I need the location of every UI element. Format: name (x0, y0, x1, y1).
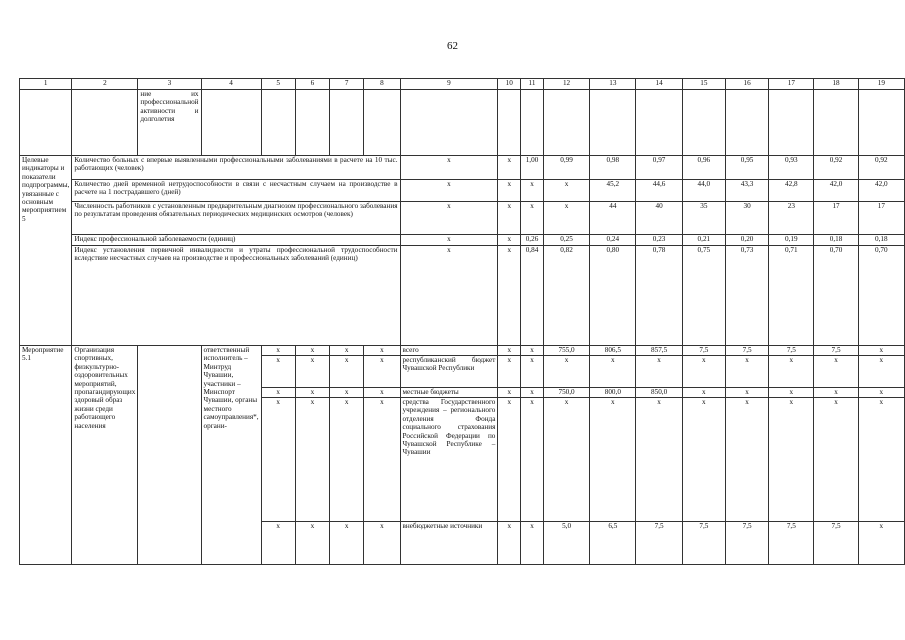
col-header: 16 (725, 79, 768, 90)
page-number: 62 (447, 40, 458, 52)
indicator-value: 0,24 (590, 235, 636, 246)
col-header: 8 (364, 79, 400, 90)
funding-value: x (521, 522, 544, 565)
budget-code: x (295, 398, 329, 522)
indicator-value: 0,78 (636, 246, 682, 346)
budget-code: x (330, 388, 364, 398)
indicator-value: 0,70 (814, 246, 858, 346)
indicator-value: 44,6 (636, 180, 682, 202)
indicator-name: Численность работников с установленным предварительным диагнозом профессионального заболевания по результатам проведения обязательных периодических медицинских осмотров (человек) (72, 202, 400, 235)
funding-value: 6,5 (590, 522, 636, 565)
col-header: 14 (636, 79, 682, 90)
indicator-value: 0,93 (769, 156, 814, 180)
funding-value: x (590, 356, 636, 388)
indicator-value: x (400, 156, 498, 180)
indicator-value: 44,0 (682, 180, 725, 202)
col-header: 7 (330, 79, 364, 90)
funding-value: 7,5 (769, 346, 814, 356)
budget-code: x (330, 398, 364, 522)
indicator-value: 0,18 (814, 235, 858, 246)
indicator-row (20, 180, 905, 202)
indicator-value: 0,23 (636, 235, 682, 246)
indicator-value: 43,3 (725, 180, 768, 202)
col-header: 12 (543, 79, 589, 90)
funding-value: x (521, 346, 544, 356)
funding-value: 7,5 (814, 346, 858, 356)
funding-value: x (521, 388, 544, 398)
col-header: 10 (498, 79, 521, 90)
indicator-value: 45,2 (590, 180, 636, 202)
measure-executor: ответственный исполнитель – Минтруд Чувашии, участники – Минспорт Чувашии, органы местного самоуправления*, органи- (201, 346, 261, 565)
indicator-value: 44 (590, 202, 636, 235)
budget-code: x (295, 522, 329, 565)
indicator-value: x (498, 246, 521, 346)
funding-value: 7,5 (682, 346, 725, 356)
budget-code: x (364, 346, 400, 356)
indicator-value: 42,8 (769, 180, 814, 202)
budget-code: x (261, 522, 295, 565)
funding-value: 7,5 (636, 522, 682, 565)
indicator-value: x (400, 202, 498, 235)
funding-value: 800,0 (590, 388, 636, 398)
funding-source: средства Государственного учреждения – регионального отделения Фонда социального страхования Российской Федерации по Чувашской Республике – Чувашии (400, 398, 498, 522)
funding-value: x (769, 398, 814, 522)
indicator-name: Индекс профессиональной заболеваемости (единиц) (72, 235, 400, 246)
indicator-value: x (498, 180, 521, 202)
funding-value: 750,0 (543, 388, 589, 398)
budget-code: x (364, 356, 400, 388)
budget-code: x (261, 346, 295, 356)
col-header: 3 (138, 79, 201, 90)
funding-source: местные бюджеты (400, 388, 498, 398)
measure-name: Организация спортивных, физкультурно-оздоровительных мероприятий, пропагандирующих здоровый образ жизни среди работающего населения (72, 346, 138, 565)
col-header: 9 (400, 79, 498, 90)
col-header: 5 (261, 79, 295, 90)
budget-code: x (364, 388, 400, 398)
indicator-value: 0,84 (521, 246, 544, 346)
indicator-value: 42,0 (858, 180, 904, 202)
header-row (20, 79, 905, 90)
continued-text: ние их профессиональной активности и долголетия (138, 90, 201, 156)
indicator-value: 0,70 (858, 246, 904, 346)
budget-code: x (330, 522, 364, 565)
indicator-value: x (400, 180, 498, 202)
indicator-value: 17 (858, 202, 904, 235)
col-header: 18 (814, 79, 858, 90)
funding-value: 7,5 (725, 346, 768, 356)
indicator-value: 0,73 (725, 246, 768, 346)
funding-value: x (858, 522, 904, 565)
budget-code: x (364, 398, 400, 522)
col-header: 4 (201, 79, 261, 90)
indicator-value: 23 (769, 202, 814, 235)
funding-value: x (521, 398, 544, 522)
funding-value: x (498, 522, 521, 565)
funding-value: x (769, 356, 814, 388)
indicator-value: 0,99 (543, 156, 589, 180)
program-table (19, 78, 905, 565)
col-header: 6 (295, 79, 329, 90)
indicator-value: 0,98 (590, 156, 636, 180)
indicator-value: 0,92 (814, 156, 858, 180)
budget-code: x (364, 522, 400, 565)
indicator-value: 1,00 (521, 156, 544, 180)
funding-value: x (682, 398, 725, 522)
budget-code: x (295, 388, 329, 398)
indicator-value: x (521, 202, 544, 235)
funding-value: x (814, 398, 858, 522)
col-header: 19 (858, 79, 904, 90)
funding-value: 7,5 (769, 522, 814, 565)
funding-value: x (636, 398, 682, 522)
indicator-value: x (400, 235, 498, 246)
budget-code: x (330, 356, 364, 388)
col-header: 17 (769, 79, 814, 90)
indicator-value: 0,96 (682, 156, 725, 180)
indicator-value: 0,71 (769, 246, 814, 346)
funding-value: 857,5 (636, 346, 682, 356)
funding-value: x (814, 356, 858, 388)
indicator-name: Количество больных с впервые выявленными профессиональными заболеваниями в расчете на 10 тыс. работающих (человек) (72, 156, 400, 180)
budget-code: x (295, 346, 329, 356)
indicator-value: x (543, 180, 589, 202)
col-header: 1 (20, 79, 72, 90)
indicator-value: x (498, 156, 521, 180)
funding-value: x (636, 356, 682, 388)
funding-value: x (498, 346, 521, 356)
indicator-value: 0,80 (590, 246, 636, 346)
funding-value: x (858, 388, 904, 398)
funding-value: 7,5 (814, 522, 858, 565)
funding-source: всего (400, 346, 498, 356)
indicator-value: 0,97 (636, 156, 682, 180)
col-header: 11 (521, 79, 544, 90)
indicator-name: Количество дней временной нетрудоспособности в связи с несчастным случаем на производстве в расчете на 1 пострадавшего (дней) (72, 180, 400, 202)
funding-value: x (543, 356, 589, 388)
indicator-value: 0,25 (543, 235, 589, 246)
col-header: 13 (590, 79, 636, 90)
funding-value: x (521, 356, 544, 388)
funding-value: x (858, 346, 904, 356)
funding-source: республиканский бюджет Чувашской Республики (400, 356, 498, 388)
funding-source: внебюджетные источники (400, 522, 498, 565)
budget-code: x (261, 388, 295, 398)
funding-value: x (498, 388, 521, 398)
continuation-row (20, 90, 905, 156)
indicator-value: 0,75 (682, 246, 725, 346)
indicator-value: 0,26 (521, 235, 544, 246)
funding-value: x (725, 356, 768, 388)
budget-code: x (261, 356, 295, 388)
col-header: 2 (72, 79, 138, 90)
funding-value: x (769, 388, 814, 398)
indicator-value: x (400, 246, 498, 346)
funding-value: x (858, 398, 904, 522)
budget-code: x (261, 398, 295, 522)
indicator-value: x (521, 180, 544, 202)
indicator-name: Индекс установления первичной инвалидности и утраты профессиональной трудоспособности вследствие несчастных случаев на производстве и профессиональных заболеваний (единиц) (72, 246, 400, 346)
indicator-value: 35 (682, 202, 725, 235)
indicator-value: 0,20 (725, 235, 768, 246)
indicator-value: 0,92 (858, 156, 904, 180)
funding-value: x (498, 356, 521, 388)
funding-value: x (682, 388, 725, 398)
indicator-value: 0,82 (543, 246, 589, 346)
funding-value: x (725, 398, 768, 522)
indicator-value: 42,0 (814, 180, 858, 202)
indicator-row (20, 246, 905, 346)
funding-value: 806,5 (590, 346, 636, 356)
indicator-value: x (498, 202, 521, 235)
indicator-value: x (498, 235, 521, 246)
indicator-row (20, 202, 905, 235)
indicator-value: 0,18 (858, 235, 904, 246)
funding-value: 5,0 (543, 522, 589, 565)
funding-value: x (725, 388, 768, 398)
funding-value: 755,0 (543, 346, 589, 356)
funding-value: x (814, 388, 858, 398)
funding-value: x (543, 398, 589, 522)
indicator-value: 0,21 (682, 235, 725, 246)
indicator-value: 30 (725, 202, 768, 235)
indicator-row (20, 156, 905, 180)
funding-value: x (498, 398, 521, 522)
measure-label: Мероприятие 5.1 (20, 346, 72, 565)
funding-value: x (682, 356, 725, 388)
funding-value: 850,0 (636, 388, 682, 398)
funding-value: 7,5 (682, 522, 725, 565)
budget-code: x (295, 356, 329, 388)
indicator-value: 17 (814, 202, 858, 235)
budget-code: x (330, 346, 364, 356)
funding-value: 7,5 (725, 522, 768, 565)
indicator-value: 0,19 (769, 235, 814, 246)
indicator-row (20, 235, 905, 246)
measure-row (20, 346, 905, 356)
funding-value: x (590, 398, 636, 522)
funding-value: x (858, 356, 904, 388)
col-header: 15 (682, 79, 725, 90)
indicator-value: 0,95 (725, 156, 768, 180)
indicator-value: x (543, 202, 589, 235)
indicators-group-label: Целевые индикаторы и показатели подпрограммы, увязанные с основным мероприятием 5 (20, 156, 72, 346)
indicator-value: 40 (636, 202, 682, 235)
